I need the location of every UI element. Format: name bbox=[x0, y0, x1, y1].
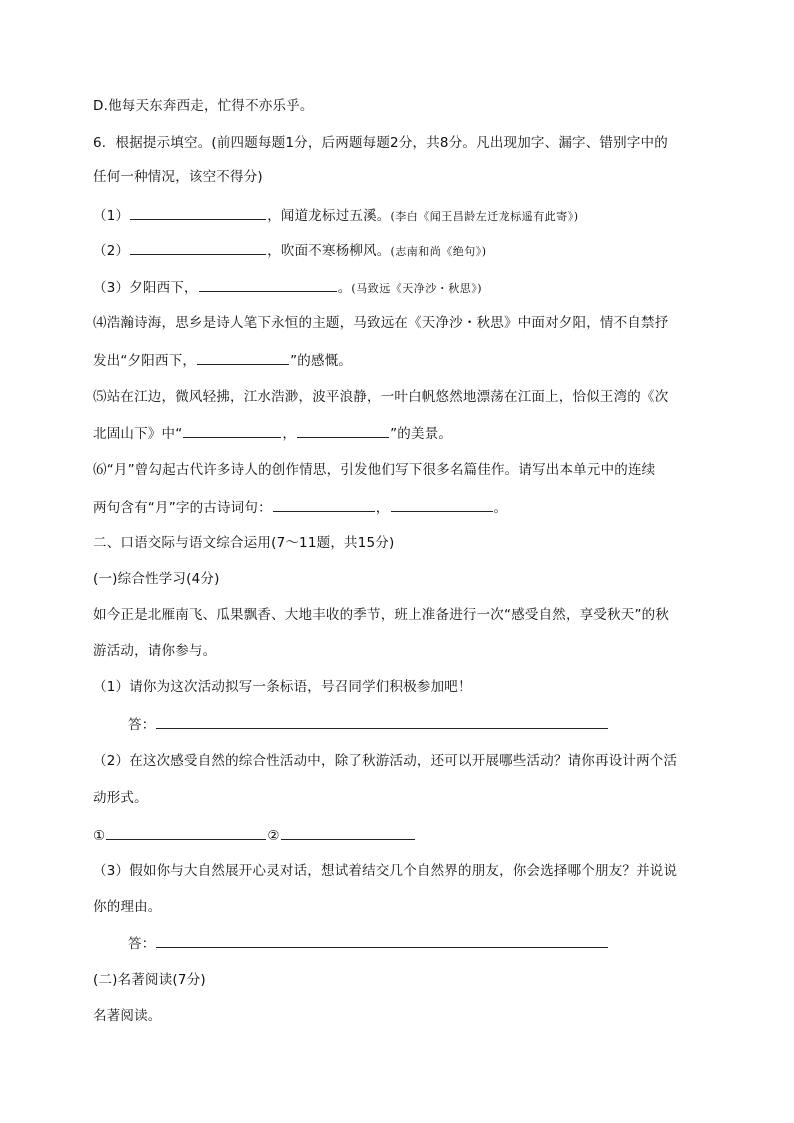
q6-3-text: 。 bbox=[337, 280, 352, 296]
section-2-2-heading: (二)名著阅读(7分) bbox=[93, 972, 206, 988]
answer-blank[interactable] bbox=[391, 497, 493, 512]
sub-question-3: （3）假如你与大自然展开心灵对话，想试着结交几个自然界的朋友，你会选择哪个朋友？并说说 bbox=[93, 863, 678, 879]
answer-blank[interactable] bbox=[183, 423, 281, 438]
q6-1-num: （1） bbox=[93, 208, 130, 224]
q6-1-text: ，闻道龙标过五溪。 bbox=[267, 208, 391, 224]
circled-number-1: ① bbox=[93, 828, 106, 844]
question-6-stem-cont: 任何一种情况，该空不得分) bbox=[93, 169, 263, 185]
q6-2-source: (志南和尚《绝句》) bbox=[390, 245, 487, 258]
answer-blank[interactable] bbox=[297, 423, 389, 438]
q6-4-text-a: 发出“夕阳西下， bbox=[93, 353, 197, 369]
answer-blank[interactable] bbox=[106, 825, 266, 840]
sub-question-2-cont: 动形式。 bbox=[93, 790, 148, 806]
answer-line-1 bbox=[128, 714, 609, 735]
q6-3-source: (马致远《天净沙・秋思》) bbox=[351, 282, 482, 295]
question-6-5: ⑸站在江边，微风轻拂，江水浩渺，波平浪静，一叶白帆悠然地漂荡在江面上，恰似王湾的《次 bbox=[93, 389, 669, 405]
answer-blank[interactable] bbox=[273, 497, 375, 512]
q6-6-text-a: 两句含有“月”字的古诗词句： bbox=[93, 500, 272, 516]
answer-line-3 bbox=[128, 933, 609, 954]
answer-blank[interactable] bbox=[130, 205, 266, 220]
question-6-4-cont bbox=[93, 350, 352, 371]
q6-5-text-b: ”的美景。 bbox=[390, 426, 453, 442]
q6-6-period: 。 bbox=[493, 500, 508, 516]
circled-number-2: ② bbox=[267, 828, 280, 844]
sub-question-1: （1）请你为这次活动拟写一条标语，号召同学们积极参加吧！ bbox=[93, 679, 472, 695]
section-2-heading: 二、口语交际与语文综合运用(7～11题，共15分) bbox=[93, 535, 395, 551]
answer-label: 答： bbox=[128, 936, 156, 952]
question-6-2 bbox=[93, 240, 487, 262]
question-6-stem: 6．根据提示填空。(前四题每题1分，后两题每题2分，共8分。凡出现加字、漏字、错别字中的 bbox=[93, 135, 668, 151]
q6-5-comma: ， bbox=[282, 426, 297, 442]
q6-4-text-b: ”的感慨。 bbox=[290, 353, 353, 369]
sub-question-3-cont: 你的理由。 bbox=[93, 899, 162, 915]
answer-blank[interactable] bbox=[156, 714, 608, 729]
intro-text-cont: 游活动，请你参与。 bbox=[93, 643, 217, 659]
answer-blank[interactable] bbox=[281, 825, 415, 840]
q6-6-comma: ， bbox=[375, 500, 390, 516]
sub-question-2: （2）在这次感受自然的综合性活动中，除了秋游活动，还可以开展哪些活动？请你再设计两个活 bbox=[93, 753, 678, 769]
activity-lines bbox=[93, 825, 416, 846]
reading-heading: 名著阅读。 bbox=[93, 1008, 162, 1024]
answer-blank[interactable] bbox=[197, 350, 289, 365]
answer-blank[interactable] bbox=[130, 240, 266, 255]
question-6-3 bbox=[93, 277, 482, 299]
question-6-6: ⑹“月”曾勾起古代许多诗人的创作情思，引发他们写下很多名篇佳作。请写出本单元中的连续 bbox=[93, 462, 656, 478]
q6-1-source: (李白《闻王昌龄左迁龙标遥有此寄》) bbox=[390, 210, 579, 223]
option-d: D.他每天东奔西走，忙得不亦乐乎。 bbox=[93, 98, 314, 114]
q6-2-num: （2） bbox=[93, 243, 130, 259]
question-6-1 bbox=[93, 205, 579, 227]
answer-blank[interactable] bbox=[199, 277, 337, 292]
question-6-6-cont bbox=[93, 497, 507, 518]
answer-label: 答： bbox=[128, 717, 156, 733]
section-2-1-heading: (一)综合性学习(4分) bbox=[93, 571, 220, 587]
question-6-5-cont bbox=[93, 423, 452, 444]
answer-blank[interactable] bbox=[156, 933, 608, 948]
intro-text: 如今正是北雁南飞、瓜果飘香、大地丰收的季节，班上准备进行一次“感受自然，享受秋天”的秋 bbox=[93, 607, 670, 623]
question-6-4: ⑷浩瀚诗海，思乡是诗人笔下永恒的主题，马致远在《天净沙・秋思》中面对夕阳，情不自禁抒 bbox=[93, 315, 669, 331]
q6-3-num: （3）夕阳西下， bbox=[93, 280, 198, 296]
q6-2-text: ，吹面不寒杨柳风。 bbox=[267, 243, 391, 259]
q6-5-text-a: 北固山下》中“ bbox=[93, 426, 183, 442]
